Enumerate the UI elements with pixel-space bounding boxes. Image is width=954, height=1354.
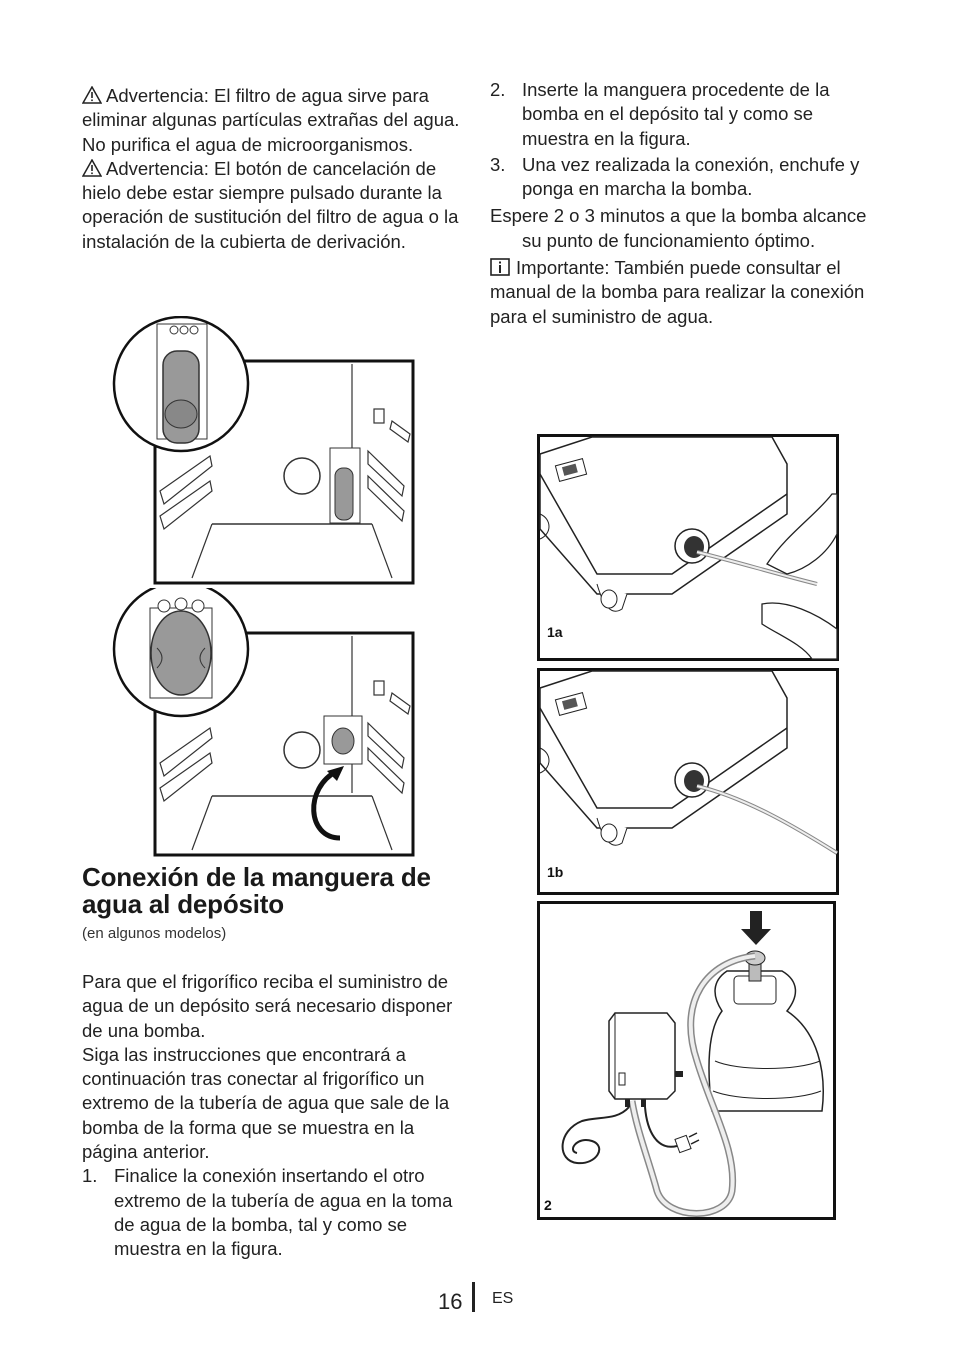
filter-figure-bottom [112,588,417,858]
pump-figure-1a [537,434,840,662]
filter-figure-top [112,316,417,586]
steps-list-right [490,78,870,201]
warning-2 [82,157,462,254]
pump-figure-2 [537,901,837,1221]
step-2-number: 2. [490,79,506,100]
figure-label-1b: 1b [547,864,564,880]
step-3-text: Una vez realizada la conexión, enchufe y ponga en marcha la bomba. [522,153,860,200]
warning-icon [82,86,102,104]
warning-icon [82,159,102,177]
warning-1-text: Advertencia: El filtro de agua sirve para eliminar algunas partículas extrañas del agua. No purifica el agua de microorganismos. [82,85,460,155]
right-column [490,78,870,329]
step-3 [490,153,870,202]
section-subnote: (en algunos modelos) [82,925,227,942]
figure-label-2: 2 [544,1197,552,1213]
info-icon [490,258,510,276]
left-column [82,84,462,254]
steps-list-left [82,1164,467,1261]
step-1-text: Finalice la conexión insertando el otro extremo de la tubería de agua en la toma de agua de la bomba, tal y como se muestra en la figura. [114,1165,453,1260]
section-heading: Conexión de la manguera de agua al depósito [82,862,431,919]
language-code: ES [492,1290,514,1307]
important-note-text: Importante: También puede consultar el manual de la bomba para realizar la conexión para el suministro de agua. [490,257,865,327]
intro-paragraph-1: Para que el frigorífico reciba el suministro de agua de un depósito será necesario disponer de una bomba. [82,971,453,1041]
page-number: 16 [438,1289,463,1314]
step-2 [490,78,870,151]
warning-2-text: Advertencia: El botón de cancelación de hielo debe estar siempre pulsado durante la operación de sustitución del filtro de agua o la instalación de la cubierta de derivación. [82,157,459,252]
warning-1 [82,84,462,157]
figure-label-1a: 1a [547,624,563,640]
footer-divider [472,1282,475,1312]
important-note [490,256,870,329]
step-1 [82,1164,467,1261]
step-2-text: Inserte la manguera procedente de la bomba en el depósito tal y como se muestra en la figura. [522,79,830,149]
step-1-number: 1. [82,1165,98,1187]
section-hose [82,864,467,1262]
pump-figure-1b [537,668,840,896]
step-3-number: 3. [490,153,506,175]
wait-paragraph: Espere 2 o 3 minutos a que la bomba alcance su punto de funcionamiento óptimo. [490,205,867,251]
intro-paragraph-2: Siga las instrucciones que encontrará a continuación tras conectar al frigorífico un extremo de la tubería de agua que sale de la bomba de la forma que se muestra en la página anterior. [82,1043,450,1163]
